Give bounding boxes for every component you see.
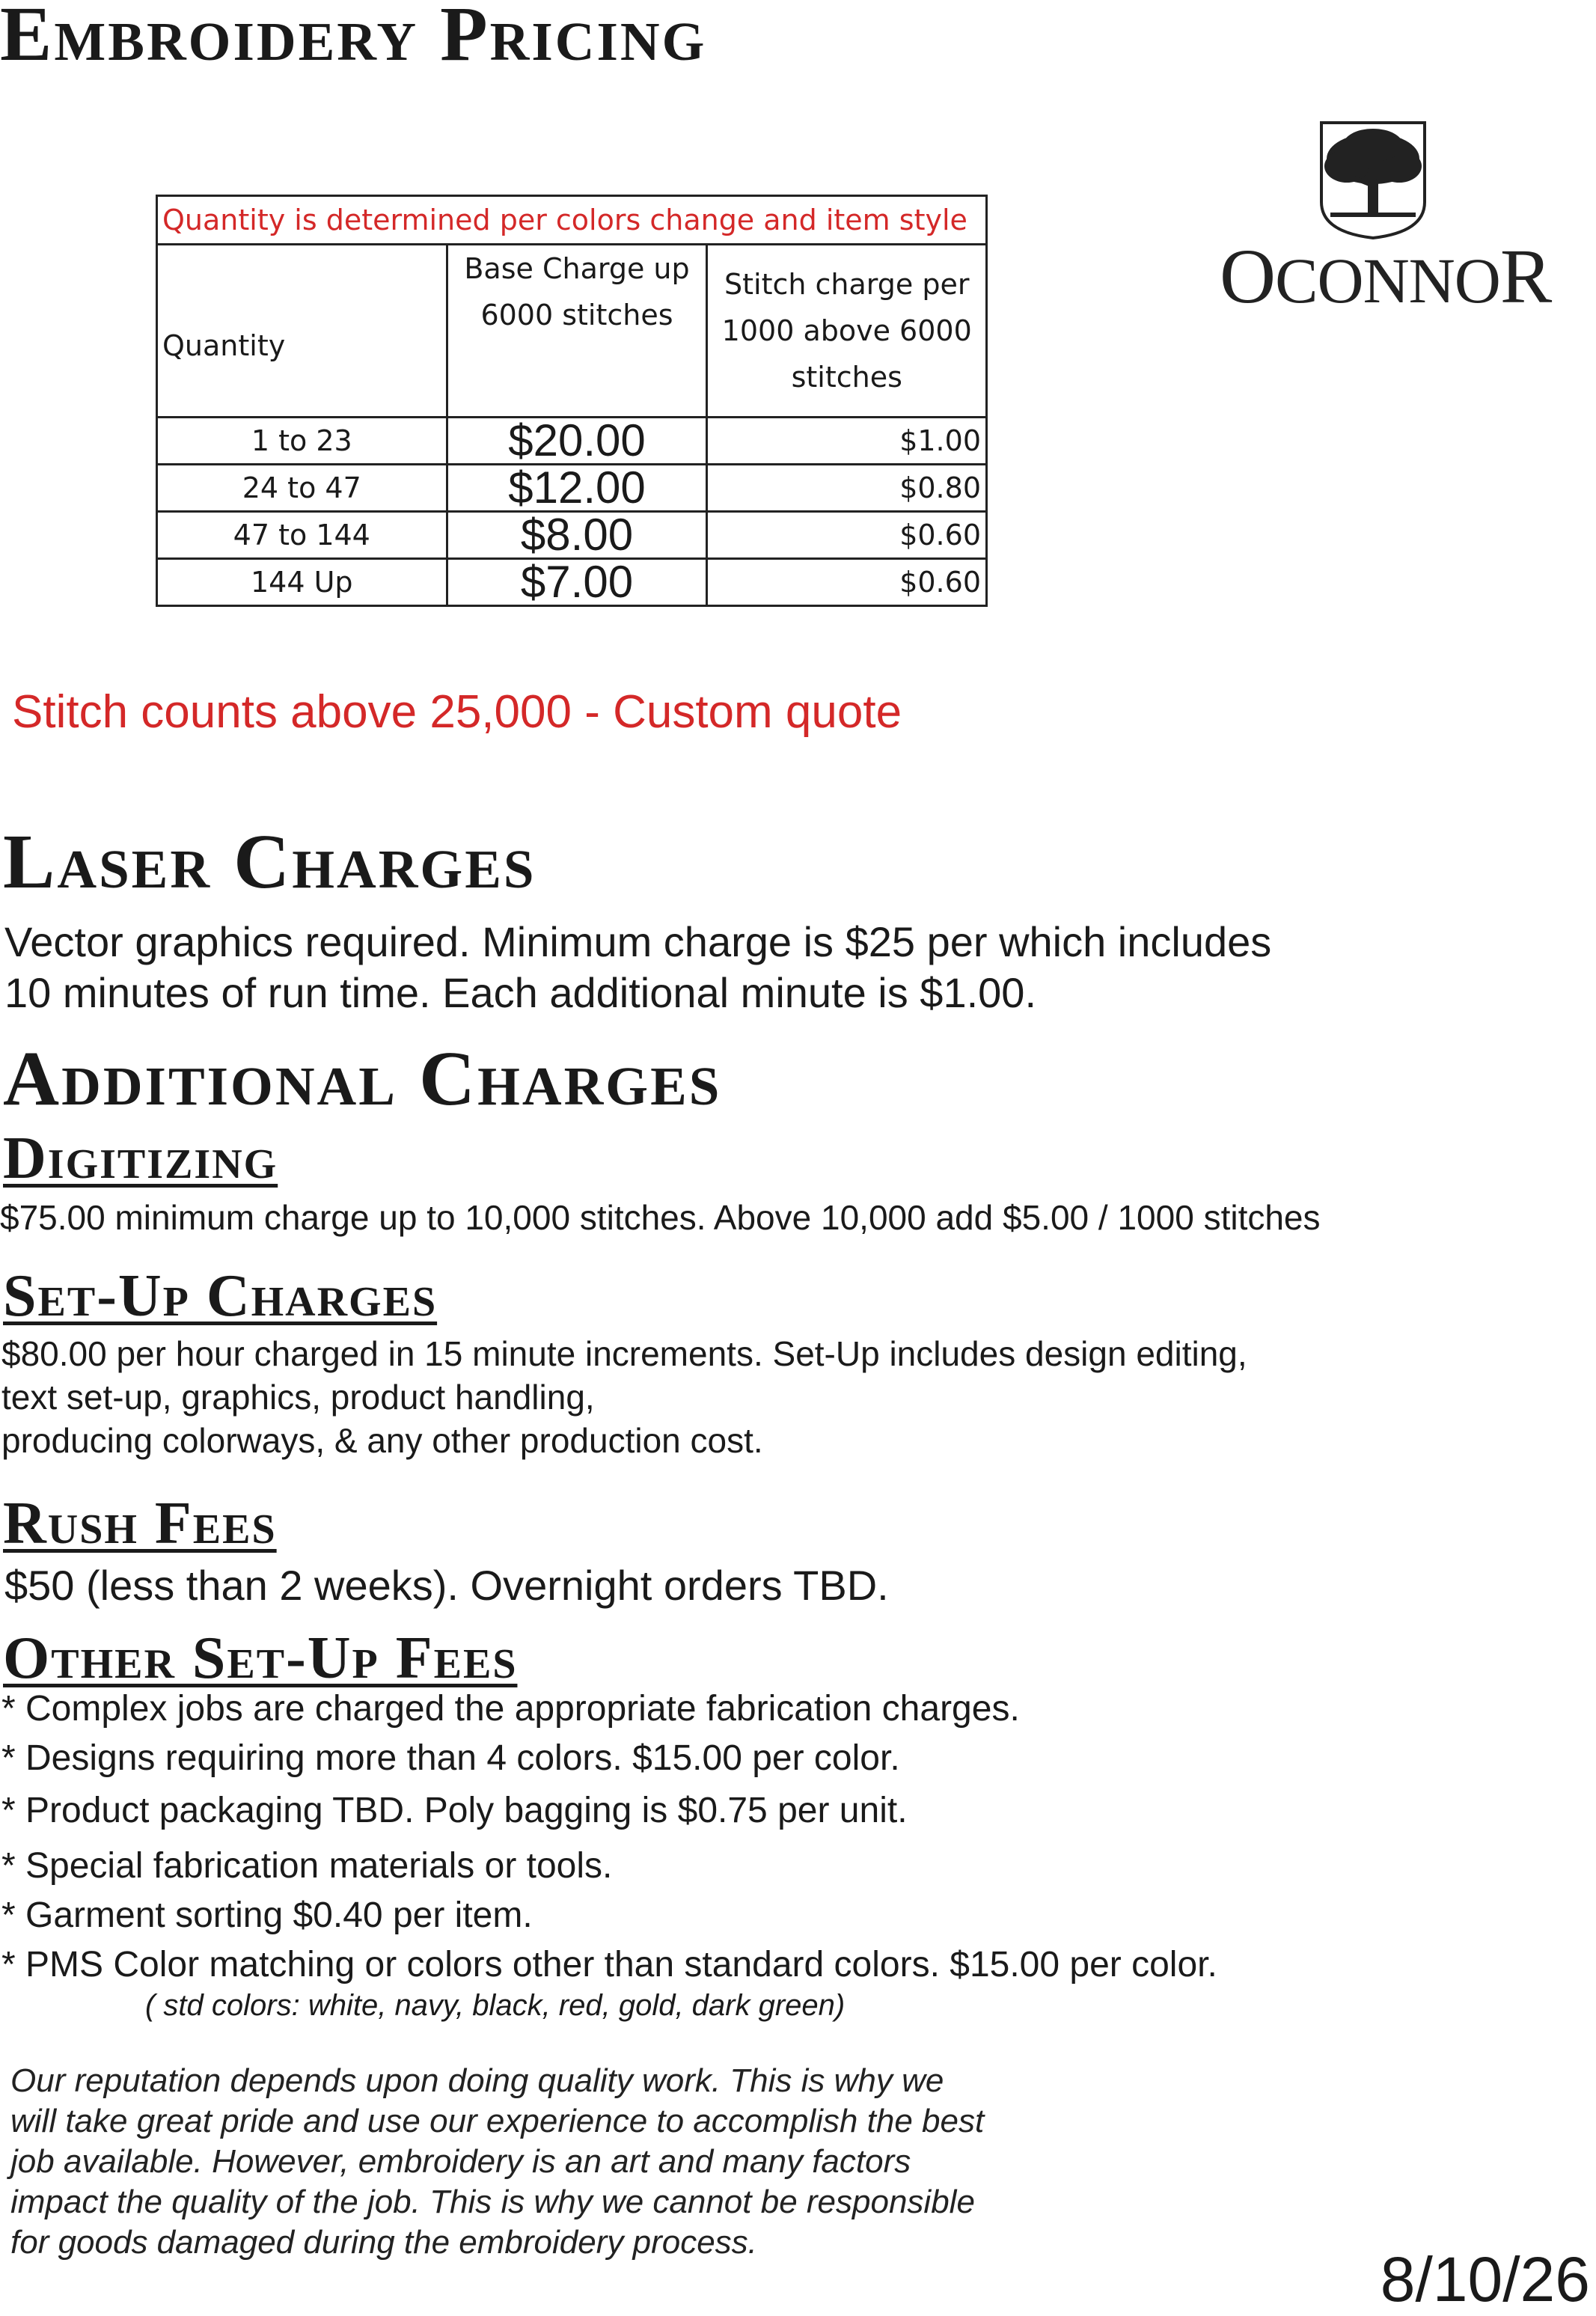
rush-text: $50 (less than 2 weeks). Overnight orders TBD.: [4, 1562, 889, 1609]
table-row: 47 to 144 $8.00 $0.60: [157, 512, 987, 559]
list-item: * Complex jobs are charged the appropriate fabrication charges.: [1, 1689, 1020, 1729]
custom-quote-note: Stitch counts above 25,000 - Custom quote: [12, 686, 902, 738]
other-fees-list: [1, 1688, 1217, 2023]
table-row: 1 to 23 $20.00 $1.00: [157, 418, 987, 465]
setup-text-line1: $80.00 per hour charged in 15 minute increments. Set-Up includes design editing,: [1, 1334, 1247, 1373]
laser-text-line2: 10 minutes of run time. Each additional minute is $1.00.: [4, 969, 1036, 1016]
list-item: * Garment sorting $0.40 per item.: [1, 1895, 533, 1935]
table-row: 144 Up $7.00 $0.60: [157, 559, 987, 606]
header-stitch-charge: Stitch charge per 1000 above 6000 stitches: [707, 245, 987, 418]
header-quantity: Quantity: [157, 245, 447, 418]
tree-crest-icon: [1317, 120, 1429, 239]
std-colors-note: ( std colors: white, navy, black, red, gold, dark green): [145, 1989, 846, 2022]
table-note: Quantity is determined per colors change and item style: [157, 196, 987, 245]
list-item: * Special fabrication materials or tools.: [1, 1846, 613, 1886]
laser-text-line1: Vector graphics required. Minimum charge is $25 per which includes: [4, 918, 1272, 965]
logo-wordmark: OCONNOR: [1220, 233, 1552, 320]
setup-heading: Set-Up Charges: [3, 1263, 438, 1329]
header-base-charge: Base Charge up 6000 stitches: [447, 245, 707, 418]
list-item: * Product packaging TBD. Poly bagging is $0.75 per unit.: [1, 1791, 908, 1830]
list-item: * Designs requiring more than 4 colors. $15.00 per color.: [1, 1738, 900, 1778]
rush-heading: Rush Fees: [3, 1491, 277, 1556]
pricing-table: [156, 195, 988, 607]
additional-heading: Additional Charges: [3, 1036, 722, 1122]
date-stamp: 8/10/26: [1380, 2244, 1590, 2315]
table-row: 24 to 47 $12.00 $0.80: [157, 465, 987, 512]
other-fees-heading: Other Set-Up Fees: [3, 1625, 518, 1691]
page-title: Embroidery Pricing: [0, 0, 707, 77]
digitizing-heading: Digitizing: [3, 1125, 278, 1191]
setup-text-line2: text set-up, graphics, product handling,: [1, 1378, 595, 1417]
setup-text-line3: producing colorways, & any other production cost.: [1, 1421, 763, 1460]
disclaimer: Our reputation depends upon doing quality work. This is why we will take great pride and use our experience to accomplish the best job available. However, embroidery is an art and many factors impact the quality of the job. This is why we cannot be responsible for goods damaged during the embroidery process.: [10, 2062, 985, 2261]
laser-heading: Laser Charges: [3, 819, 536, 905]
digitizing-text: $75.00 minimum charge up to 10,000 stitches. Above 10,000 add $5.00 / 1000 stitches: [0, 1198, 1321, 1237]
list-item: * PMS Color matching or colors other than standard colors. $15.00 per color.: [1, 1945, 1217, 1985]
